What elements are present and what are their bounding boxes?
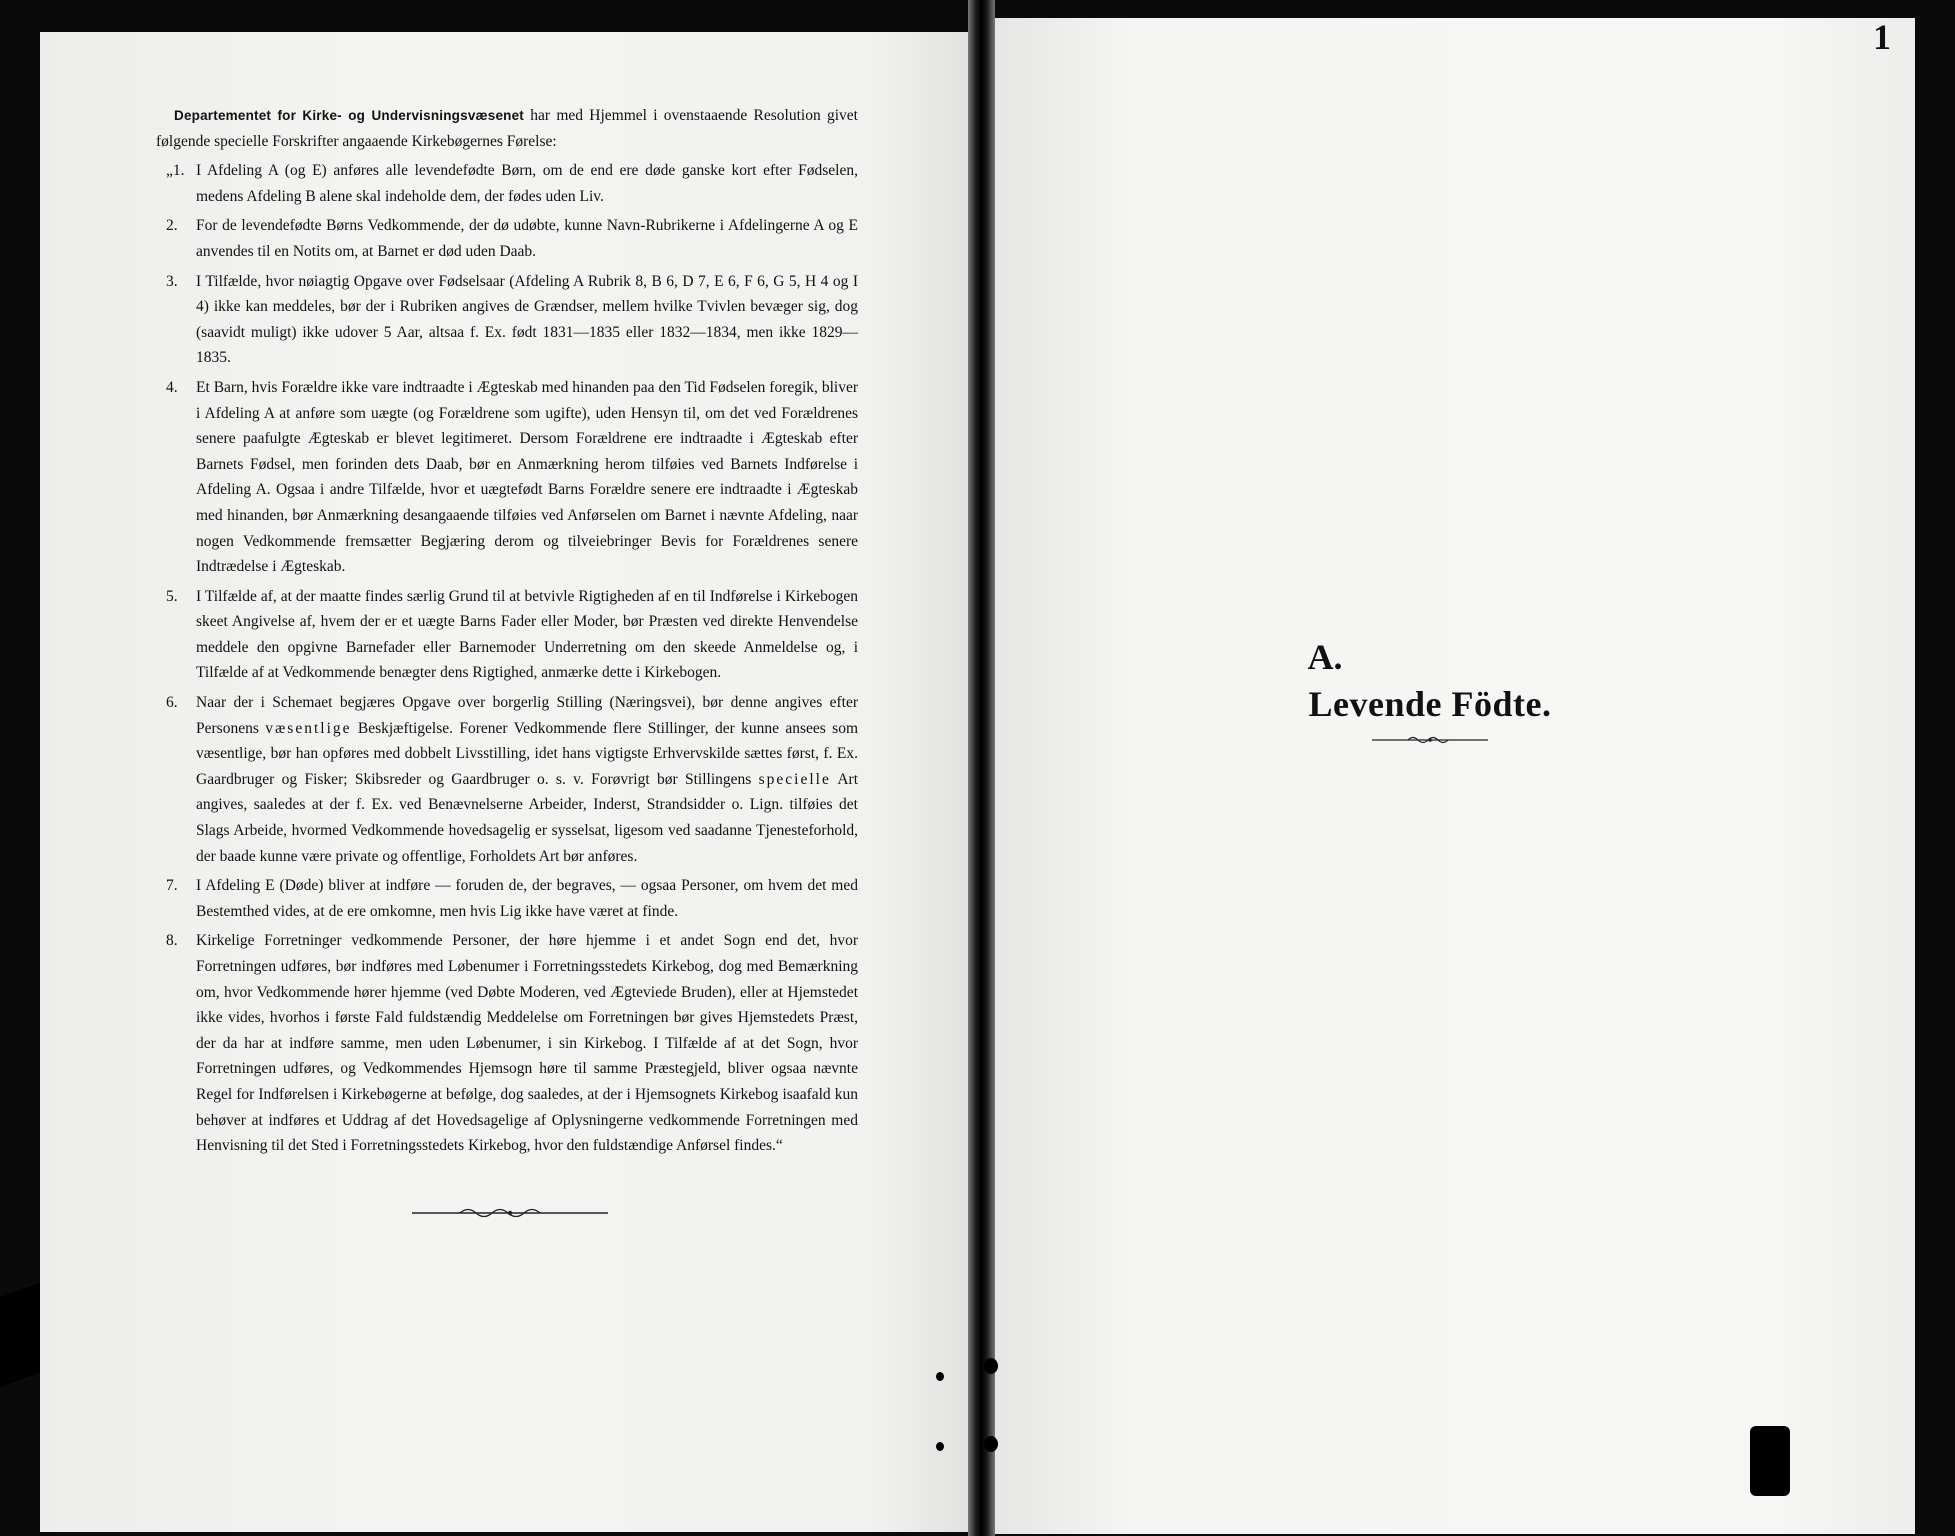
instructions-text: [156, 103, 858, 1159]
right-page: [995, 18, 1915, 1534]
rule-text: Et Barn, hvis Forældre ikke vare indtraadte i Ægteskab med hinanden paa den Tid Fødselen foregik, bliver i Afdeling A at anføre som uægte (og Forældrene som ugifte), uden Hensyn til, om det ved Forældrenes senere paafulgte Ægteskab er blevet legitimeret. Dersom Forældrene ere indtraadte i Ægteskab efter Barnets Fødsel, men forinden dets Daab, bør en Anmærkning herom tilføies ved Barnets Indførelse i Afdeling A. Ogsaa i andre Tilfælde, hvor et uægtefødt Barns Forældre senere ere indtraadte i Ægteskab med hinanden, bør Anmærkning desangaaende tilføies ved Anførselen om Barnet i nævnte Afdeling, naar nogen Vedkommende fremsætter Begjæring derom og tilveiebringer Bevis for Forældrenes senere Indtrædelse i Ægteskab.: [196, 378, 858, 576]
rule-number: 6.: [166, 694, 178, 712]
rule-item-8: [156, 928, 858, 1158]
corner-clip: [1750, 1426, 1790, 1496]
rule-number: 7.: [166, 877, 178, 895]
rule-text-b: Beskjæftigelse. Forener Vedkommende flere Stillinger, der kunne ansees som væsentlige, bør han opføres med dobbelt Livsstilling, idet hans vigtigste Erhvervskilde sættes først, f. Ex. Gaardbruger og Fisker; Skibsreder og Gaardbruger o. s. v. Forøvrigt bør Stillingens: [196, 719, 859, 788]
rule-text-a: Naar der i Schemaet begjæres Opgave over borgerlig Stilling (Næringsvei), bør denne angives efter Personens: [196, 694, 858, 737]
book-gutter: [968, 0, 995, 1536]
intro-text: har med Hjemmel i ovenstaaende Resolution givet følgende specielle Forskrifter angaaende Kirkebøgernes Førelse:: [156, 107, 858, 150]
rule-number: 4.: [166, 378, 178, 396]
rule-text: I Tilfælde af, at der maatte findes særlig Grund til at betvivle Rigtigheden af en til Indførelse i Kirkebogen skeet Angivelse af, hvem der er et uægte Barns Fader eller Moder, bør Præsten ved direkte Henvendelse meddele den opgivne Barnefader eller Barnemoder Underretning om den skeede Anmeldelse og, i Tilfælde af at Vedkommende benægter dens Rigtighed, anmærke dette i Kirkebogen.: [196, 587, 858, 682]
rule-text: I Afdeling E (Døde) bliver at indføre — foruden de, der begraves, — ogsaa Personer, om hvem det med Bestemthed vides, at de ere omkomne, men hvis Lig ikke have været at finde.: [196, 877, 858, 920]
rule-text: I Afdeling A (og E) anføres alle levendefødte Børn, om de end ere døde ganske kort efter Fødselen, medens Afdeling B alene skal indeholde dem, der fødes uden Liv.: [196, 162, 858, 205]
binding-hole: [984, 1436, 998, 1452]
rule-text: I Tilfælde, hvor nøiagtig Opgave over Fødselsaar (Afdeling A Rubrik 8, B 6, D 7, E 6, F 6, G 5, H 4 og I 4) ikke kan meddeles, bør der i Rubriken angives de Grændser, mellem hvilke Tvivlen bevæger sig, dog (saavidt muligt) ikke udover 5 Aar, altsaa f. Ex. født 1831—1835 eller 1832—1834, men ikke 1829—1835.: [196, 272, 858, 367]
rule-item-7: [156, 873, 858, 924]
rule-text-spaced: specielle: [758, 770, 831, 788]
page-number: 1: [1873, 17, 1891, 57]
rule-text-spaced: væsentlige: [265, 719, 352, 737]
department-name: Departementet for Kirke- og Undervisningsvæsenet: [174, 108, 524, 123]
rule-item-4: [156, 375, 858, 580]
rule-text: For de levendefødte Børns Vedkommende, der dø udøbte, kunne Navn-Rubrikerne i Afdelingerne A og E anvendes til en Notits om, at Barnet er død uden Daab.: [196, 217, 858, 260]
binding-hole: [984, 1358, 998, 1374]
rule-text: Kirkelige Forretninger vedkommende Personer, der høre hjemme i et andet Sogn end det, hvor Forretningen udføres, bør indføres med Løbenumer i Forretningsstedets Kirkebog, dog med Bemærkning om, hvor Vedkommende hører hjemme (ved Døbte Moderen, ved Ægteviede Bruden), eller at Hjemstedet ikke vides, hvorhos i første Fald fuldstændig Meddelelse om Forretningen bør gives Hjemstedets Præst, der da har at indføre samme, men uden Løbenumer, i sin Kirkebog. I Tilfælde af at det Sogn, hvor Forretningen udføres, og Vedkommendes Hjemsogn høre til samme Præstegjeld, bliver ogsaa nævnte Regel for Indførelsen i Kirkebøgerne at befølge, dog saaledes, at der i Hjemsognets Kirkebog isaafald kun behøver at indføres et Uddrag af det Hovedsagelige af Oplysningerne vedkommende Forretningen med Henvisning til det Sted i Forretningsstedets Kirkebog, hvor den fuldstændige Anførsel findes.“: [196, 932, 858, 1155]
binding-hole: [936, 1372, 944, 1381]
section-letter: A.: [1307, 637, 1343, 677]
right-ornament-divider: [1370, 732, 1490, 746]
rule-item-2: [156, 213, 858, 264]
section-title: Levende Födte.: [1308, 684, 1552, 724]
rule-number: „1.: [166, 162, 185, 180]
left-ornament-divider: [410, 1205, 610, 1219]
rule-number: 8.: [166, 932, 178, 950]
intro-paragraph: [156, 103, 858, 154]
binding-hole: [936, 1442, 944, 1451]
rule-number: 5.: [166, 587, 178, 605]
corner-clip: [0, 1283, 40, 1388]
rule-item-6: [156, 690, 858, 869]
rule-item-5: [156, 584, 858, 686]
rule-number: 2.: [166, 217, 178, 235]
rule-number: 3.: [166, 272, 178, 290]
rule-item-1: [156, 158, 858, 209]
rule-item-3: [156, 269, 858, 371]
rule-text-c: Art angives, saaledes at der f. Ex. ved Benævnelserne Arbeider, Inderst, Strandsidder o. Lign. tilføies det Slags Arbeide, hvormed Vedkommende hovedsagelig er sysselsat, ligesom ved saadanne Tjenesteforhold, der baade kunne være private og offentlige, Forholdets Art bør anføres.: [196, 770, 858, 865]
